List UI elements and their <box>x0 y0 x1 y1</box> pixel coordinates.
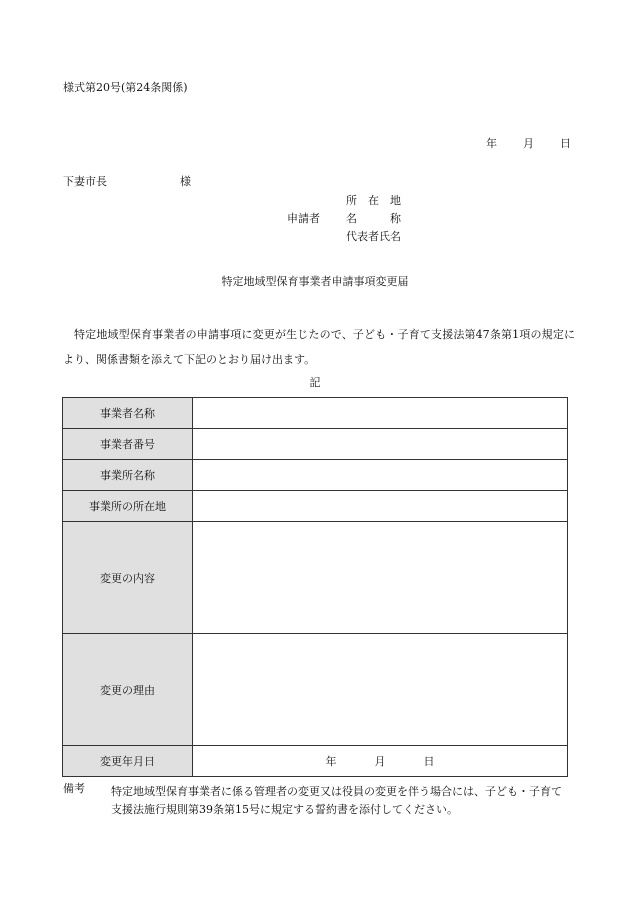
table-row <box>63 429 568 460</box>
table-row <box>63 522 568 634</box>
change-date-month-label: 月 <box>374 755 386 768</box>
addressee: 下妻市長 <box>63 175 107 188</box>
table-row <box>63 746 568 777</box>
date-day-label: 日 <box>560 137 571 150</box>
row-label-business-name: 事業者名称 <box>63 398 193 429</box>
info-table <box>62 397 568 777</box>
table-row <box>63 634 568 746</box>
row-label-change-content: 変更の内容 <box>63 522 193 634</box>
form-number: 様式第20号(第24条関係) <box>63 81 188 94</box>
row-label-facility-name: 事業所名称 <box>63 460 193 491</box>
applicant-label: 申請者 <box>287 212 320 225</box>
row-label-facility-address: 事業所の所在地 <box>63 491 193 522</box>
row-label-change-reason: 変更の理由 <box>63 634 193 746</box>
change-date-field[interactable] <box>193 746 568 777</box>
remarks-heading: 備考 <box>63 782 85 795</box>
applicant-name-label: 名 称 <box>346 212 401 225</box>
submission-date <box>486 138 571 149</box>
change-date-year-label: 年 <box>325 755 337 768</box>
change-reason-field[interactable] <box>193 634 568 746</box>
row-label-change-date: 変更年月日 <box>63 746 193 777</box>
remarks-text: 特定地域型保育事業者に係る管理者の変更又は役員の変更を伴う場合には、子ども・子育て支援法施行規則第39条第15号に規定する誓約書を添付してください。 <box>111 785 562 816</box>
addressee-honorific: 様 <box>180 175 191 188</box>
applicant-representative-label: 代表者氏名 <box>346 230 401 243</box>
date-month-label: 月 <box>523 137 534 150</box>
body-text: 特定地域型保育事業者の申請事項に変更が生じたので、子ども・子育て支援法第47条第1項の規定により、関係書類を添えて下記のとおり届け出ます。 <box>63 328 575 366</box>
business-number-field[interactable] <box>193 429 568 460</box>
ki-heading: 記 <box>309 376 321 389</box>
row-label-business-number: 事業者番号 <box>63 429 193 460</box>
facility-address-field[interactable] <box>193 491 568 522</box>
facility-name-field[interactable] <box>193 460 568 491</box>
applicant-location-label: 所 在 地 <box>346 194 401 207</box>
date-year-label: 年 <box>486 137 497 150</box>
document-title: 特定地域型保育事業者申請事項変更届 <box>221 275 409 288</box>
change-content-field[interactable] <box>193 522 568 634</box>
business-name-field[interactable] <box>193 398 568 429</box>
table-row <box>63 460 568 491</box>
table-row <box>63 398 568 429</box>
table-row <box>63 491 568 522</box>
change-date-day-label: 日 <box>423 755 435 768</box>
